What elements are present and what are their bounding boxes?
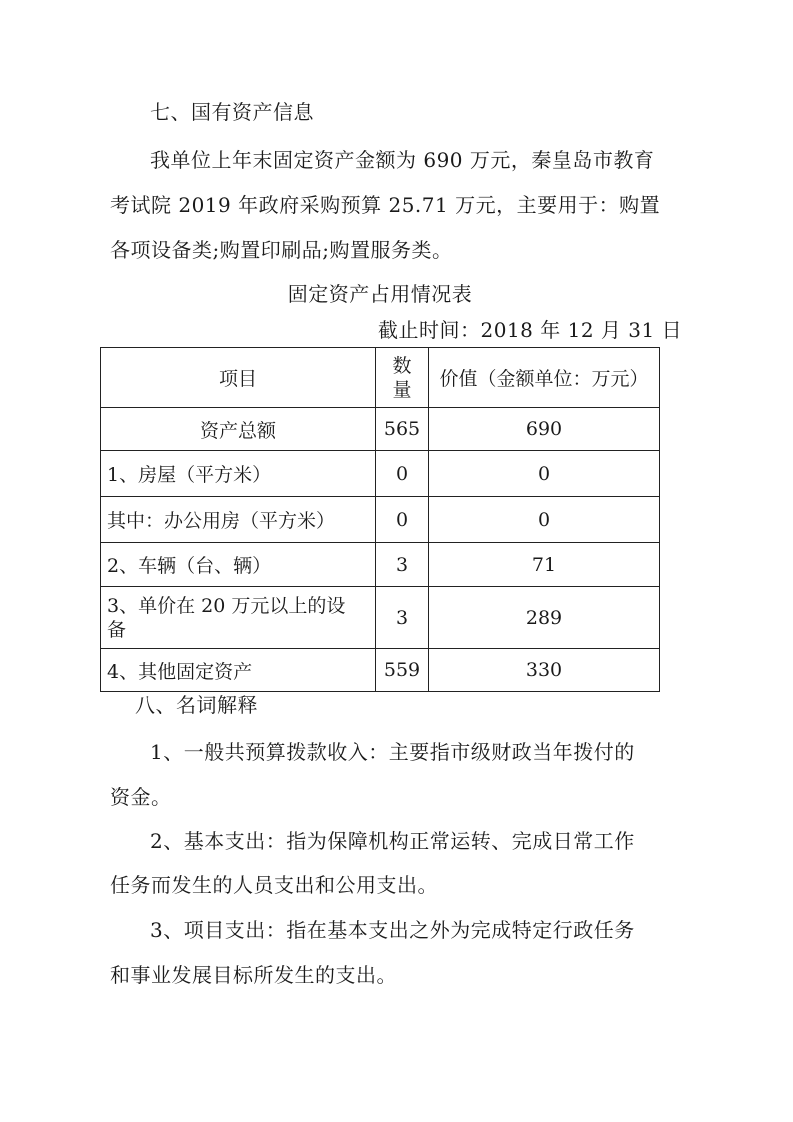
- row-total-qty: 565: [376, 408, 429, 451]
- row-office-value: 0: [429, 497, 660, 543]
- row-other-value: 330: [429, 649, 660, 692]
- row-housing-item: 1、房屋（平方米）: [101, 451, 376, 497]
- table-row: [101, 649, 660, 692]
- row-other-qty: 559: [376, 649, 429, 692]
- definition-2-line-2: 任务而发生的人员支出和公用支出。: [110, 873, 438, 897]
- row-equipment-item-line-2: 备: [107, 618, 127, 641]
- row-other-item: 4、其他固定资产: [101, 649, 376, 692]
- header-quantity-top: 数: [392, 354, 412, 377]
- row-vehicles-qty: 3: [376, 543, 429, 587]
- definition-3-line-2: 和事业发展目标所发生的支出。: [110, 963, 397, 987]
- section-7-paragraph-line-3: 各项设备类;购置印刷品;购置服务类。: [110, 238, 453, 262]
- section-8-heading: 八、名词解释: [135, 693, 258, 717]
- header-value: 价值（金额单位：万元）: [429, 348, 660, 408]
- row-equipment-item: [101, 587, 376, 649]
- header-quantity: [376, 348, 429, 408]
- row-vehicles-value: 71: [429, 543, 660, 587]
- row-equipment-item-line-1: 3、单价在 20 万元以上的设: [107, 594, 346, 617]
- table-row: [101, 451, 660, 497]
- row-equipment-qty: 3: [376, 587, 429, 649]
- row-office-item: 其中：办公用房（平方米）: [101, 497, 376, 543]
- row-total-value: 690: [429, 408, 660, 451]
- table-row: [101, 543, 660, 587]
- definition-3-line-1: 3、项目支出：指在基本支出之外为完成特定行政任务: [150, 918, 635, 942]
- table-row: [101, 587, 660, 649]
- row-total-item: 资产总额: [101, 408, 376, 451]
- table-row: [101, 408, 660, 451]
- row-housing-qty: 0: [376, 451, 429, 497]
- section-7-paragraph-line-1: 我单位上年末固定资产金额为 690 万元，秦皇岛市教育: [150, 148, 655, 172]
- table-title: 固定资产占用情况表: [287, 282, 473, 306]
- definition-1-line-1: 1、一般共预算拨款收入：主要指市级财政当年拨付的: [150, 740, 635, 764]
- row-vehicles-item: 2、车辆（台、辆）: [101, 543, 376, 587]
- row-office-qty: 0: [376, 497, 429, 543]
- table-date-note: 截止时间：2018 年 12 月 31 日: [378, 318, 683, 342]
- row-equipment-value: 289: [429, 587, 660, 649]
- header-quantity-bottom: 量: [392, 378, 412, 401]
- section-7-paragraph-line-2: 考试院 2019 年政府采购预算 25.71 万元，主要用于：购置: [110, 193, 661, 217]
- table-header-row: [101, 348, 660, 408]
- table-row: [101, 497, 660, 543]
- definition-1-line-2: 资金。: [110, 785, 172, 809]
- header-item: 项目: [101, 348, 376, 408]
- section-7-heading: 七、国有资产信息: [150, 100, 314, 124]
- row-housing-value: 0: [429, 451, 660, 497]
- fixed-assets-table: [100, 347, 660, 692]
- definition-2-line-1: 2、基本支出：指为保障机构正常运转、完成日常工作: [150, 829, 635, 853]
